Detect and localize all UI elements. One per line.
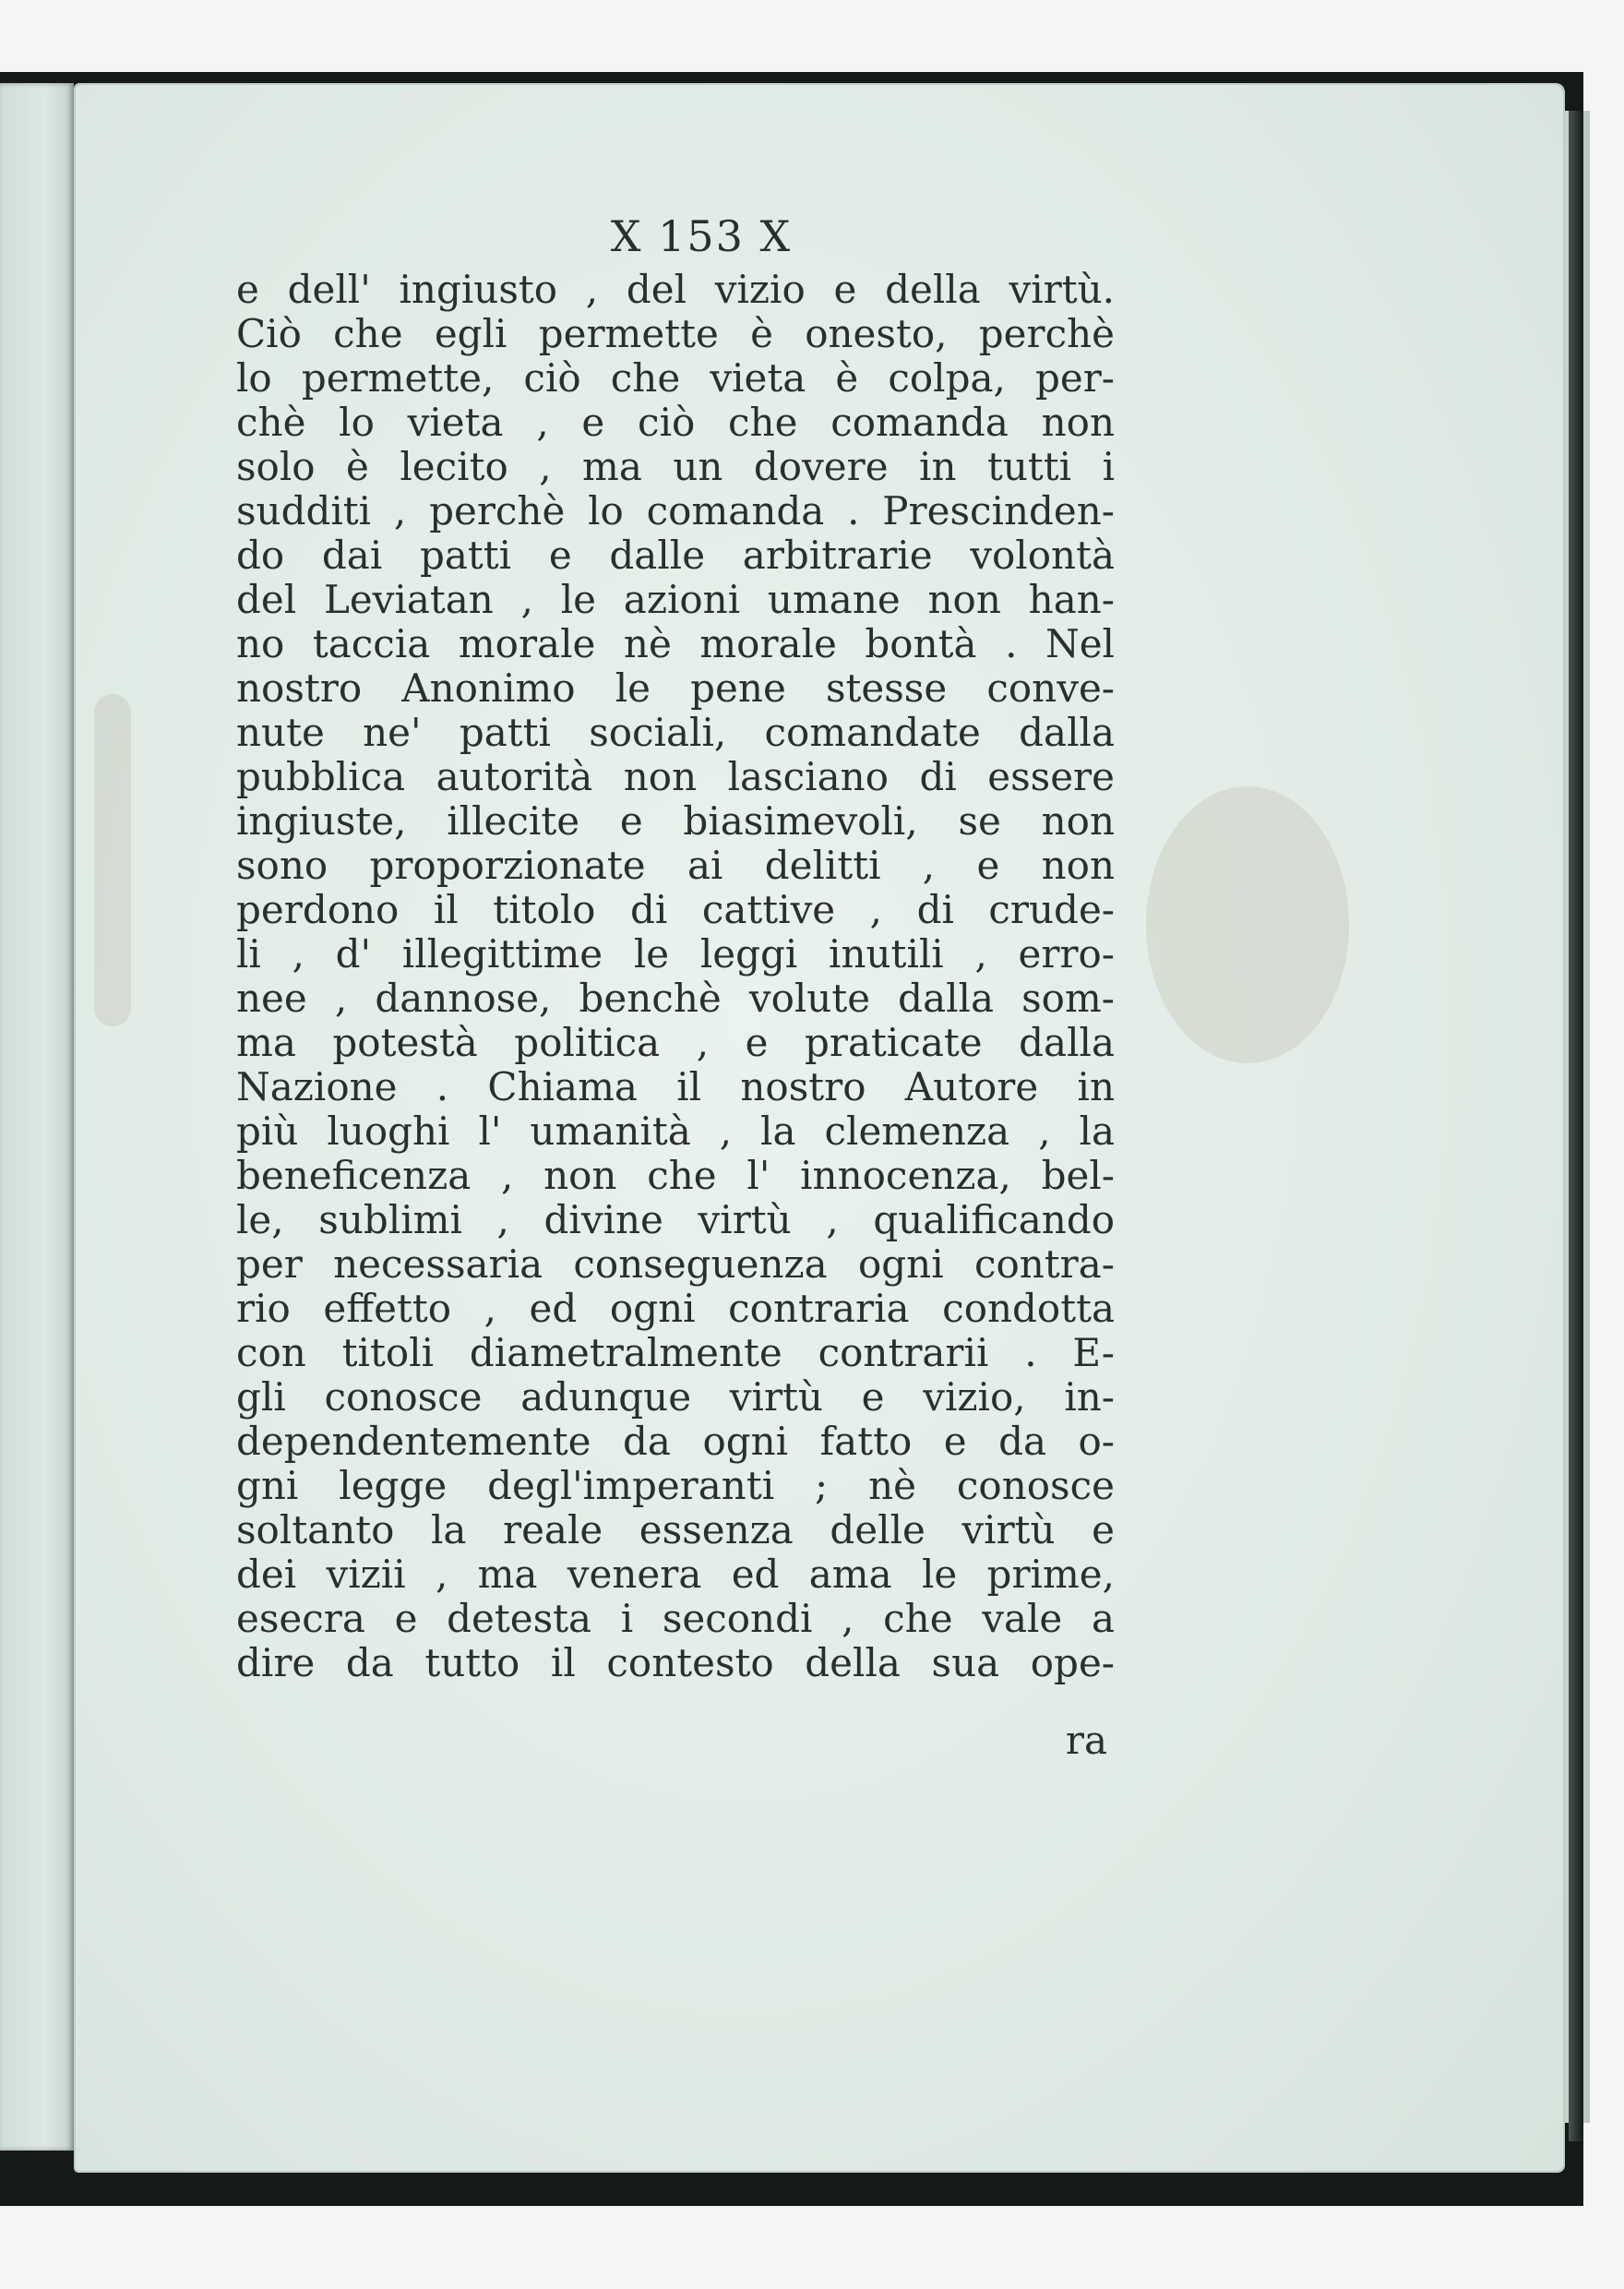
running-head-page-number: X 153 X [610, 211, 793, 261]
text-line: per necessaria conseguenza ogni contra- [236, 1241, 1115, 1287]
text-line: lo permette, ciò che vieta è colpa, per- [236, 355, 1115, 401]
text-line: perdono il titolo di cattive , di crude- [236, 887, 1115, 932]
text-line: le, sublimi , divine virtù , qualificando [236, 1197, 1115, 1242]
text-line: più luoghi l' umanità , la clemenza , la [236, 1109, 1115, 1154]
text-line: nute ne' patti sociali, comandate dalla [236, 710, 1115, 755]
text-line: del Leviatan , le azioni umane non han- [236, 577, 1115, 622]
text-line: sudditi , perchè lo comanda . Prescinden- [236, 488, 1115, 533]
text-line: gli conosce adunque virtù e vizio, in- [236, 1374, 1115, 1420]
page-text-block [236, 268, 1115, 1685]
text-line: nostro Anonimo le pene stesse conve- [236, 665, 1115, 711]
text-line: beneficenza , non che l' innocenza, bel- [236, 1153, 1115, 1198]
text-line: dei vizii , ma venera ed ama le prime, [236, 1552, 1115, 1597]
text-line: soltanto la reale essenza delle virtù e [236, 1507, 1115, 1552]
paper-stain [94, 694, 131, 1026]
text-line: dependentemente da ogni fatto e da o- [236, 1419, 1115, 1464]
text-line: esecra e detesta i secondi , che vale a [236, 1596, 1115, 1641]
text-line: Nazione . Chiama il nostro Autore in [236, 1064, 1115, 1109]
text-line: Ciò che egli permette è onesto, perchè [236, 311, 1115, 356]
text-line: li , d' illegittime le leggi inutili , erro- [236, 931, 1115, 977]
page-edge-shadow [1569, 111, 1583, 2141]
text-line: sono proporzionate ai delitti , e non [236, 843, 1115, 888]
text-line: e dell' ingiusto , del vizio e della virtù. [236, 267, 1115, 312]
text-line: do dai patti e dalle arbitrarie volontà [236, 533, 1115, 578]
text-line: ingiuste, illecite e biasimevoli, se non [236, 798, 1115, 844]
paper-stain [1146, 786, 1349, 1063]
text-line: pubblica autorità non lasciano di essere [236, 754, 1115, 799]
text-line: dire da tutto il contesto della sua ope- [236, 1640, 1115, 1685]
catchword: ra [1065, 1718, 1107, 1763]
text-line: nee , dannose, benchè volute dalla som- [236, 976, 1115, 1021]
text-line: no taccia morale nè morale bontà . Nel [236, 621, 1115, 666]
text-line: solo è lecito , ma un dovere in tutti i [236, 444, 1115, 489]
text-line: chè lo vieta , e ciò che comanda non [236, 400, 1115, 445]
facing-page-edge [0, 83, 74, 2151]
text-line: gni legge degl'imperanti ; nè conosce [236, 1463, 1115, 1508]
text-line: rio effetto , ed ogni contraria condotta [236, 1286, 1115, 1331]
text-line: ma potestà politica , e praticate dalla [236, 1020, 1115, 1065]
text-line: con titoli diametralmente contrarii . E- [236, 1330, 1115, 1375]
